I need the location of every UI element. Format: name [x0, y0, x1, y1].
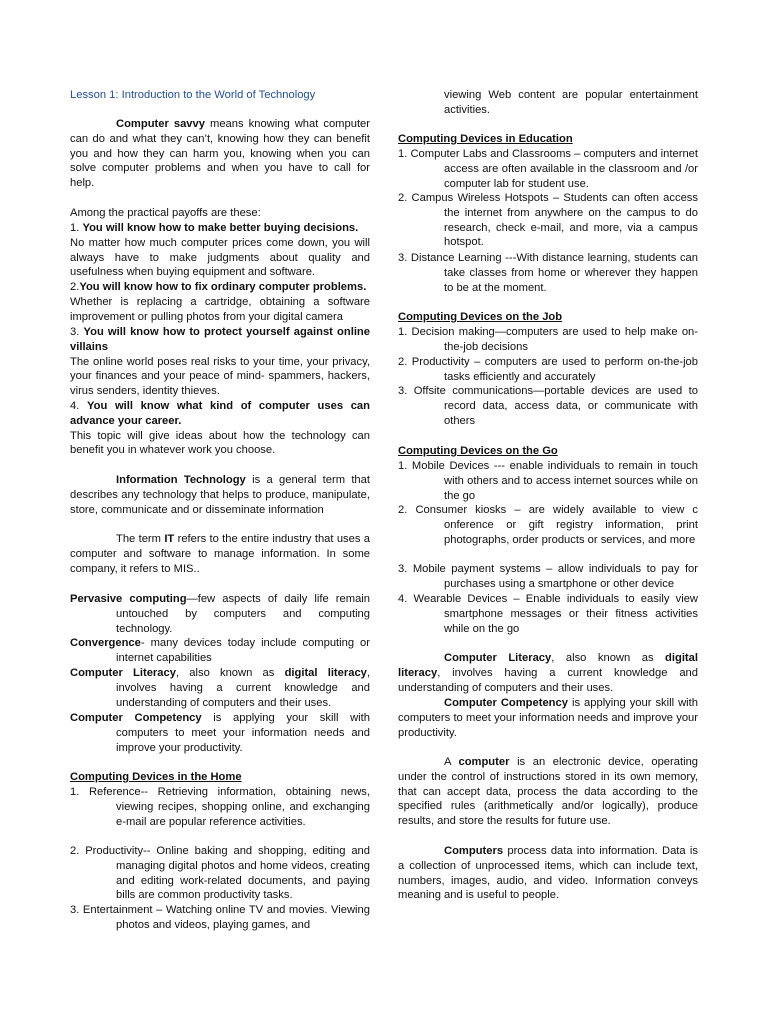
go-item-3: 3. Mobile payment systems – allow individuals to pay for purchases using a smartphone or other device	[398, 563, 698, 590]
computer-savvy-term: Computer savvy	[116, 118, 205, 130]
job-heading: Computing Devices on the Job	[398, 311, 563, 323]
payoff-1	[70, 221, 370, 280]
it-abbrev: IT	[164, 533, 175, 545]
computers-process-text: process data into information. Data is a collection of unprocessed items, which can include text, numbers, images, audio, and video. Information conveys meaning and is useful to people.	[398, 845, 698, 902]
definition-term: Pervasive computing	[70, 593, 187, 605]
literacy-mid: , also known as	[551, 652, 666, 664]
definition-term-2: digital literacy	[284, 667, 367, 679]
computer-def-pre: A	[444, 756, 459, 768]
convergence	[70, 636, 370, 666]
computer-def-text: is an electronic device, operating under the control of instructions stored in its own memory, that can accept data, process the data according to the specified rules (arithmetically and/or logically), produce results, and store the results for future use.	[398, 756, 699, 828]
it-industry	[70, 532, 370, 576]
go-item-2: 2. Consumer kiosks – are widely available to view c onference or gift registry information, print photographs, order products or services, and more	[398, 504, 698, 546]
payoff-number: 2.	[70, 281, 80, 293]
payoff-number: 1.	[70, 222, 83, 234]
literacy-term: Computer Literacy	[444, 652, 552, 664]
computer-definition	[398, 755, 698, 829]
computer-competency	[70, 711, 370, 755]
education-heading: Computing Devices in Education	[398, 133, 573, 145]
definition-text: , involves having a current knowledge and understanding of computers and their uses.	[116, 667, 370, 709]
education-item-2: 2. Campus Wireless Hotspots – Students can often access the internet from anywhere on the campus to do research, check e-mail, and more, via a campus hotspot.	[398, 192, 698, 249]
go-item-1: 1. Mobile Devices --- enable individuals to remain in touch with others and to access internet sources while on the go	[398, 460, 698, 502]
definition-term: Computer Competency	[70, 712, 202, 724]
payoff-heading: You will know how to protect yourself against online villains	[70, 326, 370, 353]
education-item-3: 3. Distance Learning ---With distance learning, students can take classes from home or wherever they happen to be at the moment.	[398, 252, 698, 294]
pervasive-computing	[70, 592, 370, 636]
right-computer-literacy	[398, 651, 698, 695]
payoffs-intro: Among the practical payoffs are these:	[70, 207, 261, 219]
payoff-heading: You will know how to make better buying decisions.	[82, 222, 359, 234]
it-text: is a general term that describes any technology that helps to produce, manipulate, store, communicate and or disseminate information	[70, 474, 370, 516]
payoff-number: 3.	[70, 326, 84, 338]
payoff-4	[70, 399, 370, 458]
competency-text: is applying your skill with computers to meet your information needs and improve your productivity.	[398, 697, 698, 739]
go-item-4: 4. Wearable Devices – Enable individuals to easily view smartphone messages or their fitness activities while on the go	[398, 593, 698, 635]
definition-text: is applying your skill with computers to meet your information needs and improve your productivity.	[116, 712, 370, 754]
go-heading: Computing Devices on the Go	[398, 445, 558, 457]
job-item-1: 1. Decision making—computers are used to help make on-the-job decisions	[398, 326, 698, 353]
home-item-3: 3. Entertainment – Watching online TV and movies. Viewing photos and videos, playing games, and	[70, 904, 370, 931]
it-industry-pre: The term	[116, 533, 165, 545]
computers-term: Computers	[444, 845, 504, 857]
computer-savvy-paragraph	[70, 117, 370, 191]
home-heading: Computing Devices in the Home	[70, 771, 242, 783]
literacy-term-2: digital literacy	[398, 652, 698, 679]
payoff-number: 4.	[70, 400, 87, 412]
computers-process-paragraph	[398, 844, 698, 903]
computer-term: computer	[458, 756, 510, 768]
definition-mid: , also known as	[175, 667, 285, 679]
it-term: Information Technology	[116, 474, 246, 486]
education-item-1: 1. Computer Labs and Classrooms – computers and internet access are often available in the classroom and /or computer lab for student use.	[398, 148, 698, 190]
job-item-3: 3. Offsite communications—portable devices are used to record data, access data, or communicate with others	[398, 385, 698, 427]
home-item-1: 1. Reference-- Retrieving information, obtaining news, viewing recipes, shopping online, and exchanging e-mail are popular reference activities.	[70, 786, 370, 828]
payoff-2	[70, 280, 370, 324]
payoff-body: The online world poses real risks to your time, your privacy, your finances and your peace of mind- spammers, hackers, virus senders, identity thieves.	[70, 355, 370, 398]
payoff-heading: You will know how to fix ordinary computer problems.	[79, 281, 367, 293]
computer-literacy	[70, 666, 370, 710]
it-definition	[70, 473, 370, 517]
entertainment-continuation: viewing Web content are popular entertainment activities.	[444, 89, 698, 116]
definition-text: —few aspects of daily life remain untouched by computers and computing technology.	[116, 593, 370, 635]
payoff-heading: You will know what kind of computer uses can advance your career.	[70, 400, 370, 427]
payoff-body: No matter how much computer prices come down, you will always have to make judgments about quality and usefulness when buying equipment and software.	[70, 236, 370, 279]
payoff-body: Whether is replacing a cartridge, obtaining a software improvement or pulling photos from your digital camera	[70, 295, 370, 323]
literacy-text: , involves having a current knowledge and understanding of computers and their uses.	[398, 666, 698, 694]
it-industry-text: refers to the entire industry that uses a computer and software to manage information. In some company, it refers to MIS..	[70, 533, 370, 575]
payoff-body: This topic will give ideas about how the technology can benefit you in whatever work you choose.	[70, 429, 370, 457]
payoff-3	[70, 325, 370, 399]
job-item-2: 2. Productivity – computers are used to perform on-the-job tasks efficiently and accurately	[398, 356, 698, 383]
computer-savvy-text: means knowing what computer can do and what they can’t, knowing how they can benefit you and how they can harm you, knowing when you can solve computer problems and when you have to call for help.	[70, 118, 370, 190]
lesson-title: Lesson 1: Introduction to the World of Technology	[70, 89, 316, 101]
competency-term: Computer Competency	[444, 697, 568, 709]
definition-term: Computer Literacy	[70, 667, 176, 679]
right-computer-competency	[398, 696, 698, 740]
definition-text: - many devices today include computing or internet capabilities	[116, 637, 370, 664]
definition-term: Convergence	[70, 637, 141, 649]
home-item-2: 2. Productivity-- Online baking and shopping, editing and managing digital photos and home videos, creating and editing work-related documents, and paying bills are common productivity tasks.	[70, 845, 370, 902]
